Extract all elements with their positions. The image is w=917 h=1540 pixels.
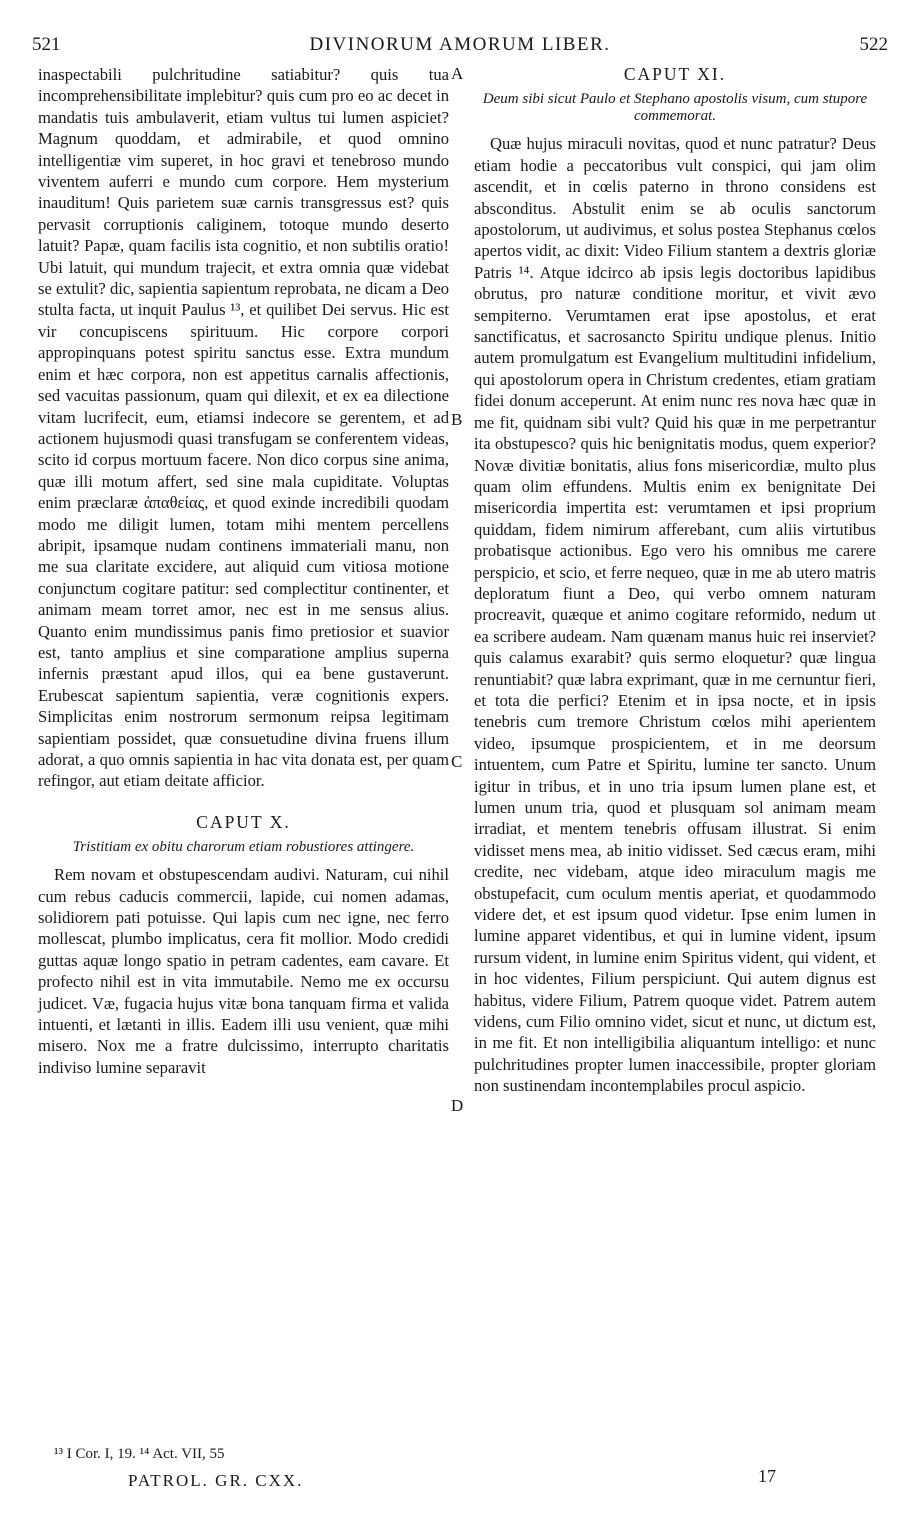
page-number-left: 521 [32,34,61,55]
left-column [38,64,449,1078]
margin-marker-a: A [451,64,464,83]
running-title: DIVINORUM AMORUM LIBER. [309,34,611,55]
right-column [474,64,876,1097]
page-number-right: 522 [859,34,888,55]
signature-mark: 17 [758,1466,776,1486]
margin-marker-b: B [451,410,463,429]
right-paragraph-1: Quæ hujus miraculi novitas, quod et nunc patratur? Deus etiam hodie a peccatoribus vult conspici, qui jam olim ascendit, et in cœlis paterno in throno considens est absconditus. Abstulit enim se ab oculis sanctorum apostolorum, ut audivimus, et solus postea Stephanus cœlos apertos vidit, ac dixit: Video Filium stantem a dextris gloriæ Patris ¹⁴. Atque idcirco ab ipsis legis doctoribus lapidibus obrutus, pro naturæ conditione moritur, et vivit ævo sempiterno. Verumtamen erat ipse apostolus, et erat sanctificatus, et sacrosancto Spiritu undique plenus. Initio autem promulgatum est Evangelium multitudini infidelium, qui apostolorum opera in Christum credentes, etiam gratiam fidei donum acceperunt. At enim nunc res nova hæc quæ in me fit, quidnam sibi vult? Quid his quæ in me perpetrantur ita obstupesco? quis hic benignitatis modus, quem experior? Novæ divitiæ bonitatis, alius fons misericordiæ, multo plus quam olim effundens. Multis enim ex benignitate Dei misericordia impertita est: verumtamen et ipsi proprium quiddam, fidem nimirum afferebant, cum aliis virtutibus probatisque actionibus. Ego vero his omnibus me carere perspicio, et scio, et ferre nequeo, quæ in me ab utero matris deploratum fiunt a Deo, qui verbo omnem naturam procreavit, quæque et animo cogitare reformido, nedum ut ea scribere audeam. Nam quænam manus huic rei inserviet? quis calamus exarabit? quis sermo eloquetur? quæ lingua renuntiabit? quæ labra exprimant, quæ in me cernuntur fieri, et tota die perfici? Etenim et in ipsa nocte, et in ipsis tenebris cum tremore Christum cœlos mihi aperientem video, ipsumque prospicientem, et in me deorsum intuentem, cum Patre et Spiritu, lumine ter sancto. Unum igitur in tribus, et in uno tria ipsum lumen plane est, et lumen unum tria, quod et plusquam sol animam meam irradiat, et mentem tenebris offusam illustrat. Si enim vidisset mens mea, ab initio vidisset. Sed cæcus eram, mihi credite, nec videbam, atque ideo miraculum magis me obstupefacit, cum oculum mentis aperiat, et quodammodo videre det, et est ipsum quod videtur. Ipse enim lumen in lumine apparet videntibus, et qui in lumine vident, ipsum rursum vident, in lumine enim Spiritus vident, qui vident, et in hoc videntes, Filium perspiciunt. Qui autem dignus est habitus, videre Filium, Patrem quoque videt. Patrem autem videns, cum Filio omnino videt, sicut et nunc, ut dictum est, in me fit. Et non intelligibilia aliquantum intelligo: et nunc pulchritudines propter lumen inaccessibile, propter gloriam non sustinendam incontemplabiles procul aspicio. [474,134,876,1096]
caput-x-title: CAPUT X. [196,811,291,832]
running-head [32,34,888,60]
caput-xi-subtitle: Deum sibi sicut Paulo et Stephano apostolis visum, cum stupore commemorat. [482,91,868,125]
series-line: PATROL. GR. CXX. [128,1471,304,1490]
margin-marker-c: C [451,752,463,771]
footnotes: ¹³ I Cor. I, 19. ¹⁴ Act. VII, 55 [54,1446,225,1462]
left-paragraph-2: Rem novam et obstupescendam audivi. Naturam, cui nihil cum rebus caducis commercii, lapide, cui nomen adamas, solidiorem pati potuisse. Qui lapis cum nec igne, nec ferro mollescat, plumbo implicatus, cera fit mollior. Modo credidi guttas aquæ longo spatio in petram cadentes, eam cavare. Et profecto nihil est in vita immutabile. Nemo me ex occursu judicet. Væ, fugacia hujus vitæ bona tanquam firma et valida intuenti, et lætanti in illis. Eadem illi usu venient, quæ mihi misero. Nox me a fratre dulcissimo, interrupto charitatis indiviso lumine separavit [38,865,449,1077]
left-paragraph-1: inaspectabili pulchritudine satiabitur? quis tua incomprehensibilitate implebitur? quis cum pro eo ac decet in mandatis tuis ambulaverit, etiam vultus tui lumen aspiciet? Magnum quoddam, et admirabile, et quod omnino intelligentiæ vim superet, in hoc gravi et tenebroso mundo viventem auferri e mundo cum corpore. Hem mysterium inauditum! Quis parietem suæ carnis transgressus est? quis pervasit corruptionis caliginem, totoque mundo deserto latuit? Papæ, quam facilis ista cognitio, et non subtilis oratio! Ubi latuit, qui mundum trajecit, et extra omnia quæ videbat se extulit? dic, sapientia sapientum reprobata, ne dicam a Deo stulta facta, ut inquit Paulus ¹³, et quilibet Dei servus. Hic est vir concupiscens spirituum. Hic corpore corpori appropinquans potest spiritu sanctus esse. Extra mundum enim et hæc corpora, non est appetitus carnalis affectionis, sed vacuitas passionum, quam qui dilexit, et ex ea dilectione vitam lucrifecit, eum, etiamsi indecore se gerentem, et ad actionem hujusmodi quasi transfugam se conferentem videas, scito id corpus mortuum facere. Non dico corpus sine anima, quæ illi motum affert, sed sine mala cupiditate. Voluptas enim præclaræ ἀπαθείας, et quod exinde incredibili quodam modo me diligit lumen, totam mihi mentem percellens abripit, ipsamque nudam continens immateriali manu, non me sua claritate excidere, aut aliquid cum vitiosa motione conjunctum cogitare patitur: sed complectitur continenter, et animam meam torret amor, nec est in me sensus alius. Quanto enim mundissimus panis fimo pretiosior et suavior est, tanto amplius et sine comparatione amplius superna infernis præstant apud illos, qui ea bene gustaverunt. Erubescat sapientum sapientia, veræ cognitionis expers. Simplicitas enim nostrorum sermonum reipsa legitimam sapientiam possidet, quæ consuetudine divina fruens illum adorat, a quo omnis sapientia in hac vita donata est, per quam refingor, aut etiam deitate afficior. [38,65,449,791]
caput-x-subtitle: Tristitiam ex obitu charorum etiam robustiores attingere. [72,839,415,856]
caput-xi-title: CAPUT XI. [623,64,727,84]
margin-marker-d: D [451,1096,464,1115]
